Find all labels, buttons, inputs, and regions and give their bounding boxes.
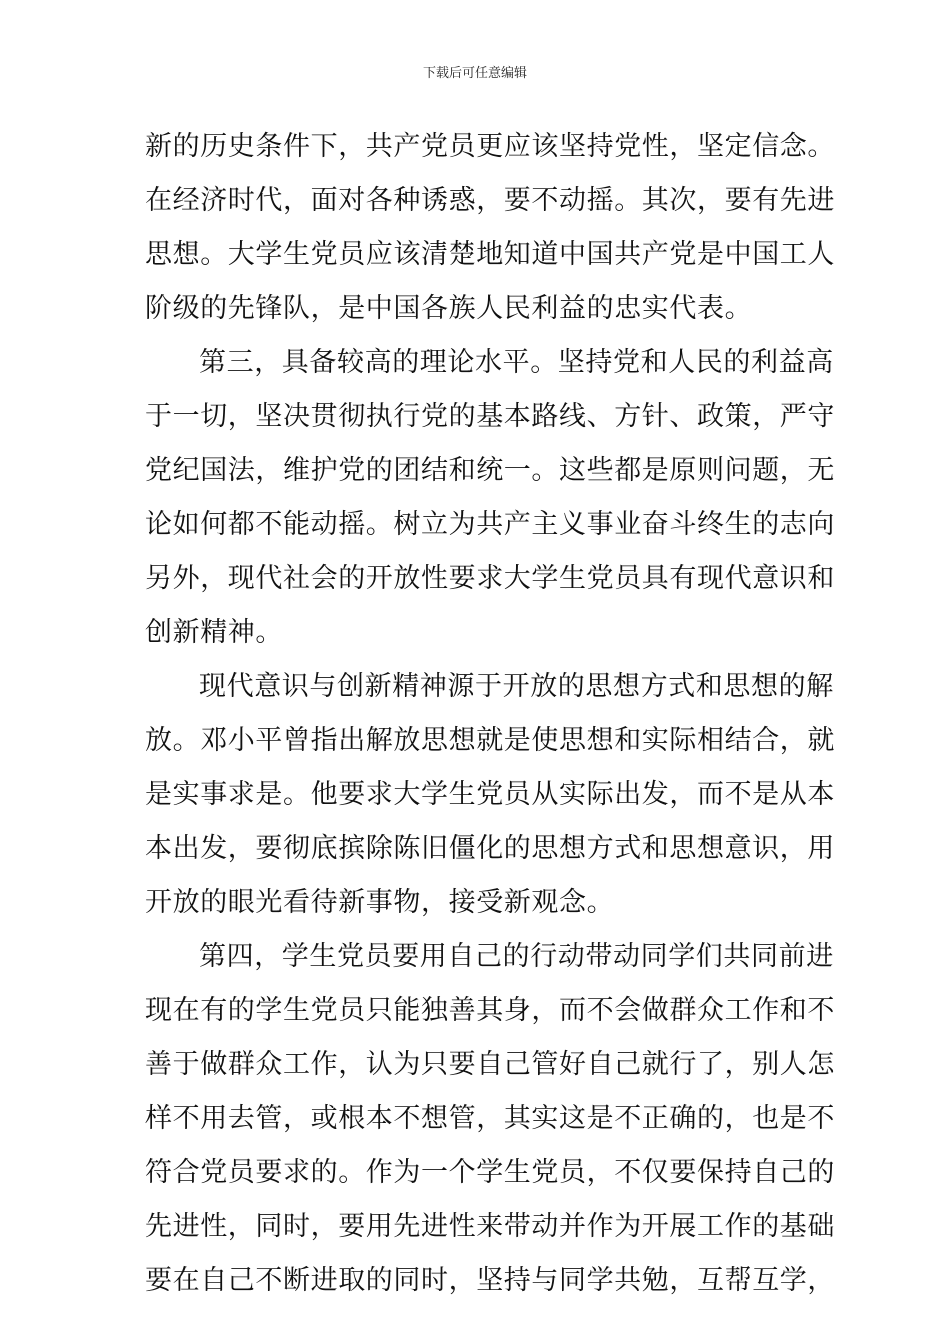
page-header: 下载后可任意编辑 [422,66,527,81]
text-line: 阶级的先锋队，是中国各族人民利益的忠实代表。 [145,293,753,324]
paragraph-first-line: 第三，具备较高的理论水平。坚持党和人民的利益高 [199,347,834,378]
text-line: 党纪国法，维护党的团结和统一。这些都是原则问题，无 [145,455,835,486]
text-line: 现在有的学生党员只能独善其身，而不会做群众工作和不 [145,995,835,1026]
paragraph-first-line: 现代意识与创新精神源于开放的思想方式和思想的解 [199,671,834,702]
text-line: 创新精神。 [145,617,283,648]
text-line: 是实事求是。他要求大学生党员从实际出发，而不是从本 [145,779,835,810]
text-line: 于一切，坚决贯彻执行党的基本路线、方针、政策，严守 [145,401,835,432]
document-body [145,120,835,1308]
text-line: 论如何都不能动摇。树立为共产主义事业奋斗终生的志向 [145,509,835,540]
text-line: 先进性，同时，要用先进性来带动并作为开展工作的基础 [145,1211,835,1242]
text-line: 符合党员要求的。作为一个学生党员，不仅要保持自己的 [145,1157,835,1188]
text-line: 新的历史条件下，共产党员更应该坚持党性，坚定信念。 [145,131,835,162]
text-line: 本出发，要彻底摈除陈旧僵化的思想方式和思想意识，用 [145,833,835,864]
text-line: 开放的眼光看待新事物，接受新观念。 [145,887,615,918]
text-line: 另外，现代社会的开放性要求大学生党员具有现代意识和 [145,563,835,594]
text-line: 放。邓小平曾指出解放思想就是使思想和实际相结合，就 [145,725,835,756]
paragraph-first-line: 第四，学生党员要用自己的行动带动同学们共同前进 [199,941,834,972]
text-line: 思想。大学生党员应该清楚地知道中国共产党是中国工人 [145,239,835,270]
text-line: 样不用去管，或根本不想管，其实这是不正确的，也是不 [145,1103,835,1134]
text-line: 要在自己不断进取的同时，坚持与同学共勉，互帮互学， [145,1265,835,1296]
text-line: 善于做群众工作，认为只要自己管好自己就行了，别人怎 [145,1049,835,1080]
text-line: 在经济时代，面对各种诱惑，要不动摇。其次，要有先进 [145,185,835,216]
